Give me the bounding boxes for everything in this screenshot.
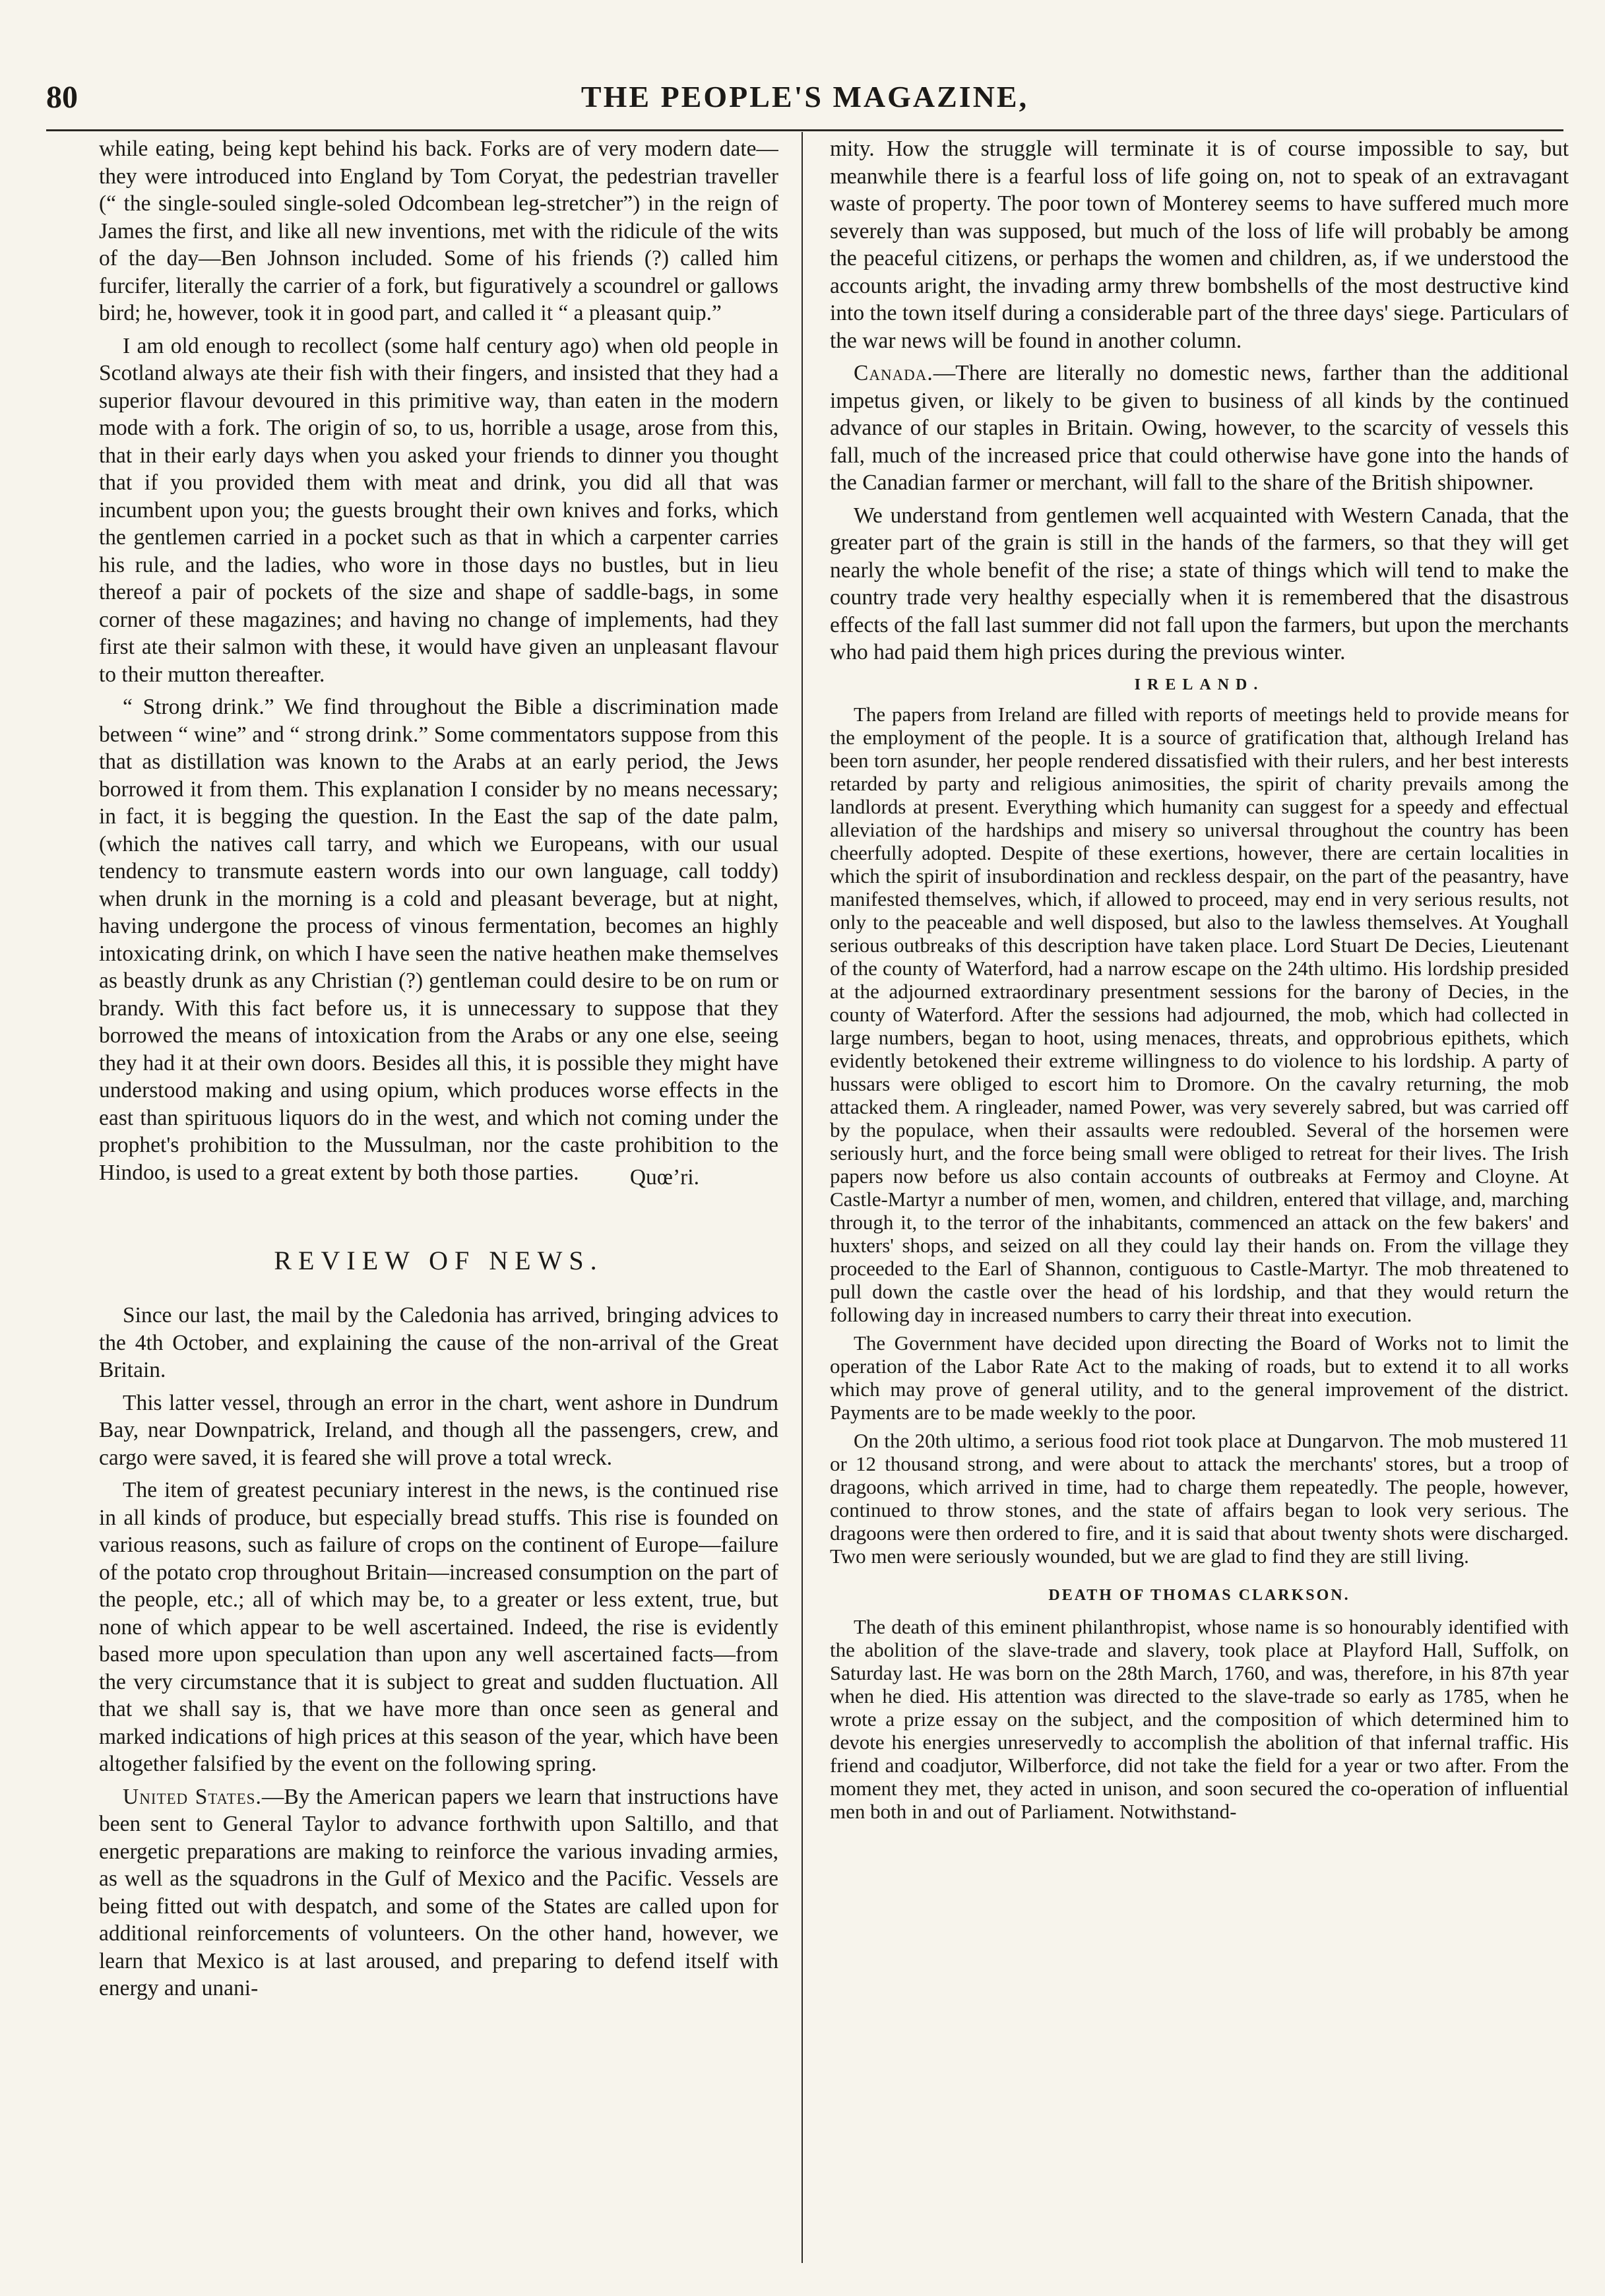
page-header — [46, 79, 1563, 132]
paragraph-canada — [830, 360, 1569, 497]
column-divider — [802, 132, 803, 2263]
paragraph-ireland-reports: The papers from Ireland are filled with reports of meetings held to provide means for the employment of the people. It is a source of gratification that, although Ireland has been torn asunder, her people rendered dissatisfied with their rulers, and her best interests retarded by party and religious animosities, the spirit of charity prevails among the landlords at present. Everything which humanity can suggest for a speedy and effectual alleviation of the hardships and misery so universal throughout the country has been cheerfully adopted. Despite of these exertions, however, there are certain localities in which the spirit of insubordination and reckless despair, on the part of the peasantry, have manifested themselves, which, if allowed to proceed, may end in very serious results, not only to the peaceable and well disposed, but also to the lawless themselves. At Youghall serious outbreaks of this description have taken place. Lord Stuart De Decies, Lieutenant of the county of Waterford, had a narrow escape on the 24th ultimo. His lordship presided at the adjourned extraordinary presentment sessions for the barony of Decies, in the county of Waterford. After the sessions had adjourned, the mob, which had collected in large numbers, began to hoot, using menaces, threats, and opprobrious epithets, which evidently betokened their extreme willingness to do violence to his lordship. A party of hussars were obliged to escort him to Dromore. On the cavalry returning, the mob attacked them. A ringleader, named Power, was very severely sabred, but was carried off by the populace, when their assaults were redoubled. Several of the horsemen were seriously hurt, and the force being small were obliged to retreat for their lives. The Irish papers now before us also contain accounts of outbreaks at Fermoy and Cloyne. At Castle-Martyr a number of men, women, and children, entered that village, and, marching through it, to the terror of the inhabitants, commenced an attack on the few bakers' and huxters' shops, and seized on all they could lay their hands on. From the village they proceeded to the Earl of Shannon, contiguous to Castle-Martyr. The mob threatened to pull down the castle over the head of his lordship, and that they would return the following day in increased numbers to carry their threat into execution. — [830, 703, 1569, 1326]
paragraph-scotland-fingers: I am old enough to recollect (some half century ago) when old people in Scotland always ate their fish with their fingers, and insisted that they had a superior flavour devoured in this primitive way, than eaten in the modern mode with a fork. The origin of so, to us, horrible a usage, arose from this, that in their early days when you asked your friends to dinner you thought that if you provided them with meat and drink, you did all that was incumbent upon you; the guests brought their own knives and forks, which the gentlemen carried in a pocket such as that in which a carpenter carries his rule, and the ladies, who wore in those days no bustles, but in lieu thereof a pair of pockets of the size and shape of saddle-bags, in some corner of these magazines; and having no change of implements, had they first ate their salmon with these, it would have given an unpleasant flavour to their mutton thereafter. — [99, 333, 778, 687]
paragraph-mexico-war: mity. How the struggle will terminate it is of course impossible to say, but meanwhile there is a fearful loss of life going on, not to speak of an extravagant waste of property. The poor town of Monterey seems to have suffered much more severely than was supposed, but much of the loss of life will probably be among the peaceful citizens, or perhaps the women and children, as, if we understood the accounts aright, the invading army threw bombshells of the most destructive kind into the town itself during a considerable part of the three days' siege. Particulars of the war news will be found in another column. — [830, 137, 1569, 353]
paragraph-board-of-works: The Government have decided upon directing the Board of Works not to limit the operation of the Labor Rate Act to the making of roads, but to extend it to all works which may prove of general utility, and to the general improvement of the district. Payments are to be made weekly to the poor. — [830, 1331, 1569, 1424]
canada-text: —There are literally no domestic news, farther than the additional impetus given, or likely to be given to business of all kinds by the continued advance of our staples in Britain. Owing, however, to the scarcity of vessels this fall, much of the increased price that could otherwise have gone into the hands of the Canadian farmer or merchant, will fall to the share of the British shipowner. — [830, 361, 1569, 495]
paragraph-caledonia: Since our last, the mail by the Caledonia has arrived, bringing advices to the 4th October, and explaining the cause of the non-arrival of the Great Britain. — [99, 1303, 778, 1382]
clarkson-heading: DEATH OF THOMAS CLARKSON. — [1048, 1587, 1350, 1604]
ireland-heading: IRELAND. — [1134, 676, 1265, 693]
united-states-text: —By the American papers we learn that instructions have been sent to General Taylor to advance forthwith upon Saltillo, and that energetic preparations are making to reinforce the various invading armies, as well as the squadrons in the Gulf of Mexico and the Pacific. Vessels are being fitted out with despatch, and some of the States are called upon for additional reinforcements of volunteers. On the other hand, however, we learn that Mexico is at last aroused, and preparing to defend itself with energy and unani- — [99, 1784, 778, 2000]
running-title: THE PEOPLE'S MAGAZINE, — [581, 80, 1029, 113]
paragraph-forks: while eating, being kept behind his back. Forks are of very modern date—they were introduced into England by Tom Coryat, the pedestrian traveller (“ the single-souled single-soled Odcombean leg-stretcher”) in the reign of James the first, and like all new inventions, met with the ridicule of the wits of the day—Ben Johnson included. Some of his friends (?) called him furcifer, literally the carrier of a fork, but figuratively a scoundrel or gallows bird; he, however, took it in good part, and called it “ a pleasant quip.” — [99, 137, 778, 325]
paragraph-produce-prices: The item of greatest pecuniary interest in the news, is the continued rise in all kinds of produce, but especially bread stuffs. This rise is founded on various reasons, such as failure of crops on the continent of Europe—failure of the potato crop throughout Britain—increased consumption on the part of the people, etc.; all of which may be, to a greater or less extent, true, but none of which appear to be well ascertained. Indeed, the rise is evidently based more upon speculation than upon any well ascertained facts—from the very circumstance that it is subject to great and sudden fluctuation. All that we shall say is, that we have more than once seen as general and marked indications of high prices at this season of the year, which have been altogether falsified by the event on the following spring. — [99, 1478, 778, 1776]
paragraph-great-britain-wreck: This latter vessel, through an error in the chart, went ashore in Dundrum Bay, near Downpatrick, Ireland, and though all the passengers, crew, and cargo were saved, it is feared she will prove a total wreck. — [99, 1390, 778, 1470]
paragraph-western-canada: We understand from gentlemen well acquainted with Western Canada, that the greater part of the grain is still in the hands of the farmers, so that they will get nearly the whole benefit of the rise; a state of things which will tend to make the country trade very healthy especially when it is remembered that the disastrous effects of the fall last summer did not fall upon the farmers, but upon the merchants who had paid them high prices during the previous winter. — [830, 503, 1569, 664]
paragraph-clarkson: The death of this eminent philanthropist, whose name is so honourably identified with the abolition of the slave-trade and slavery, took place at Playford Hall, Suffolk, on Saturday last. He was born on the 28th March, 1760, and was, therefore, in his 87th year when he died. His attention was directed to the slave-trade so early as 1785, when he wrote a prize essay on the subject, and the composition of which determined him to devote his energies unreservedly to accomplish the abolition of that infernal traffic. His friend and coadjutor, Wilberforce, did not take the field for a year or two after. From the moment they met, they acted in unison, and soon secured the co-operation of influential men both in and out of Parliament. Notwithstand- — [830, 1614, 1569, 1823]
paragraph-united-states — [99, 1783, 778, 2002]
author-signature: Quœ’ri. — [629, 1165, 699, 1190]
section-title-review-of-news: REVIEW OF NEWS. — [274, 1245, 604, 1275]
united-states-lead: United States. — [123, 1784, 262, 1809]
right-column — [830, 135, 1569, 2260]
page-number: 80 — [46, 80, 78, 115]
canada-lead: Canada. — [854, 361, 933, 385]
paragraph-dungarvon-riot: On the 20th ultimo, a serious food riot took place at Dungarvon. The mob mustered 11 or 12 thousand strong, and were about to attack the merchants' stores, but a troop of dragoons, which arrived in time, had to charge them repeatedly. The people, however, continued to throw stones, and the state of affairs began to look very serious. The dragoons were then ordered to fire, and it is said that about twenty shots were discharged. Two men were seriously wounded, but we are glad to find they are still living. — [830, 1429, 1569, 1568]
header-rule — [46, 129, 1563, 131]
left-column — [99, 135, 778, 2260]
paragraph-strong-drink: “ Strong drink.” We find throughout the Bible a discrimination made between “ wine” and “ strong drink.” Some commentators suppose from this that as distillation was known to the Arabs at an early period, the Jews borrowed it from them. This explanation I consider by no means necessary; in fact, it is begging the question. In the East the sap of the date palm, (which the natives call tarry, and which we Europeans, with our usual tendency to transmute eastern words into our own language, call toddy) when drunk in the morning is a cold and pleasant beverage, but at night, having undergone the process of vinous fermentation, becomes an highly intoxicating drink, on which I have seen the native heathen make themselves as beastly drunk as any Christian (?) gentleman could desire to be on rum or brandy. With this fact before us, it is unnecessary to suppose that they borrowed the means of intoxication from the Arabs or any one else, seeing they had it at their own doors. Besides all this, it is possible they might have understood making and using opium, which produces worse effects in the east than spirituous liquors do in the west, and which not coming under the prophet's prohibition to the Mussulman, nor the caste prohibition to the Hindoo, is used to a great extent by both those parties. — [99, 695, 778, 1185]
